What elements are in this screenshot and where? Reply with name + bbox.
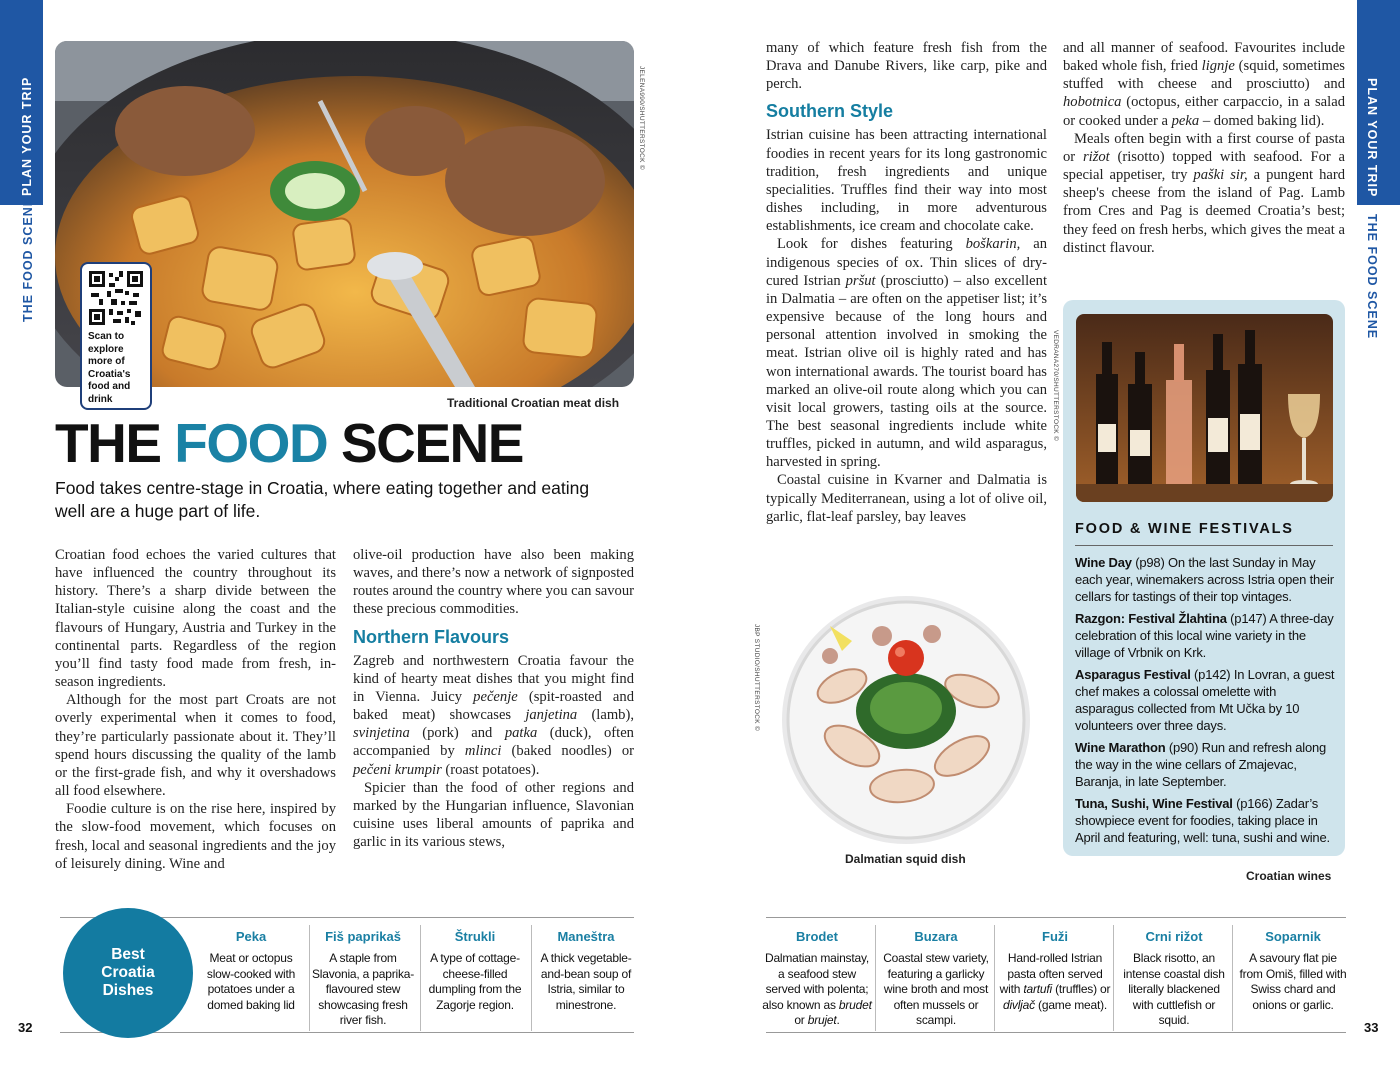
body-column-1 [55,546,336,873]
festivals-title: FOOD & WINE FESTIVALS [1075,521,1294,537]
wine-photo-caption: Croatian wines [1246,869,1332,883]
dish-separator [875,925,876,1031]
squid-photo-caption: Dalmatian squid dish [845,852,966,866]
col3-paragraph-2: Istrian cuisine has been attracting international foodies in recent years for its long gastronomic tradition, fresh ingredients and unique specialities. Truffles find their way into most dishes including, in more adventurous establishments, ice cream and chocolate cake. [766,127,1047,235]
dish-fis-paprikas: Fiš paprikaš A staple from Slavonia, a paprika-flavoured stew showcasing fresh river fish. [311,929,415,1027]
festivals-divider [1075,545,1333,546]
col4-paragraph-2: Meals often begin with a first course of pasta or rižot (risotto) topped with seafood. For a special appetiser, try paški sir, a pungent hard sheep's cheese from the island of Pag. Lamb from Cres and Pag is deemed Croatia’s best; they feed on fresh herbs, which gives the meat a distinct flavour. [1063,130,1346,256]
col2-paragraph-2: Zagreb and northwestern Croatia favour the kind of hearty meat dishes that you might find in Vienna. Juicy pečenje (spit-roasted and baked meat) showcases janjetina (lamb), svinjetina (pork) and patka (duck), often accompanied by mlinci (baked noodles) or pečeni krumpir (roast potatoes). [353,652,634,778]
col2-paragraph-1: olive-oil production have also been making waves, and there’s now a network of signposted routes around the country where you can savour these precious commodities. [353,547,634,618]
squid-photo-credit: JBP STUDIO/SHUTTERSTOCK © [753,624,760,732]
qr-text: Scan to explore more of Croatia's food and drink [88,331,131,405]
squid-dish-photo [782,596,1030,844]
festival-item: Razgon: Festival Žlahtina (p147) A three-day celebration of this local wine variety in the village of Vrbnik on Krk. [1075,611,1334,660]
page-number-left: 32 [18,1020,33,1035]
intro-text: Food takes centre-stage in Croatia, where eating together and eating well are a huge part of life. [55,478,590,521]
qr-code-box[interactable] [80,262,152,410]
hero-photo-credit: JELENA990/SHUTTERSTOCK © [638,66,645,170]
dishes-strip-top-rule-right [766,917,1346,918]
col1-paragraph-3: Foodie culture is on the rise here, inspired by the slow-food movement, which focuses on fresh, local and seasonal ingredients and the joy of leisurely dining. Wine and [55,801,336,872]
col3-paragraph-4: Coastal cuisine in Kvarner and Dalmatia is typically Mediterranean, using a lot of olive oil, garlic, flat-leaf parsley, bay leaves [766,472,1047,525]
title-part-food: FOOD [174,412,328,474]
dish-separator [994,925,995,1031]
festival-item: Wine Marathon (p90) Run and refresh along the way in the wine cellars of Zmajevac, Baranja, in late September. [1075,740,1327,789]
body-column-2 [353,546,634,851]
heading-southern-style: Southern Style [766,101,894,122]
qr-code[interactable] [89,271,143,325]
page-number-right: 33 [1364,1020,1379,1035]
col3-paragraph-3: Look for dishes featuring boškarin, an indigenous species of ox. Thin slices of dry-cured Istrian pršut (prosciutto) – also excellent in Dalmatia – are often on the appetiser list; it’s expensive because of the long hours and personal attention involved in smoking the meat. Istrian olive oil is highly rated and has won international awards. The tourist board has marked an olive-oil route along which you can visit local growers, tasting oils at the source. The best seasonal ingredients include white truffles, picked in autumn, and wild asparagus, harvested in spring. [766,236,1047,471]
festivals-box [1063,300,1345,856]
dish-brodet: Brodet Dalmatian mainstay, a seafood stew served with polenta; also known as brudet or brujet. [762,929,872,1027]
title-part-the: THE [55,412,175,474]
dish-buzara: Buzara Coastal stew variety, featuring a garlicky wine broth and most often mussels or scampi. [883,929,989,1027]
dish-strukli: Štrukli A type of cottage-cheese-filled dumpling from the Zagorje region. [428,929,522,1012]
festival-item: Asparagus Festival (p142) In Lovran, a guest chef makes a colossal omelette with asparagus collected from Mt Učka by 10 volunteers over three days. [1075,667,1335,733]
col1-paragraph-2: Although for the most part Croats are not overly experimental when it comes to food, they’re particularly passionate about it. They’ll spend hours discussing the quality of the lamb or the first-grade fish, and why it overshadows all food elsewhere. [55,692,336,800]
col3-paragraph-1: many of which feature fresh fish from the Drava and Danube Rivers, like carp, pike and perch. [766,40,1047,93]
page-title [55,410,523,476]
best-dishes-badge: Best Croatia Dishes [63,908,193,1038]
col1-paragraph-1: Croatian food echoes the varied cultures that have influenced the country throughout its history. There’s a sharp divide between the Italian-style cuisine along the coast and the flavours of Hungary, Austria and Turkey in the continental parts. Regardless of the region you’ll find tasty food made from fresh, in-season ingredients. [55,547,336,691]
heading-northern-flavours: Northern Flavours [353,626,510,647]
festival-item: Wine Day (p98) On the last Sunday in May each year, winemakers across Istria open their cellars for tastings of their top vintages. [1075,555,1334,604]
dishes-strip-bottom-rule-right [766,1032,1346,1033]
festivals-list [1075,554,1337,851]
dish-separator [1232,925,1233,1031]
dish-manestra: Maneštra A thick vegetable-and-bean soup of Istria, similar to minestrone. [540,929,632,1012]
dish-fuzi: Fuži Hand-rolled Istrian pasta often served with tartufi (truffles) or divljač (game meat). [999,929,1111,1012]
dish-separator [1113,925,1114,1031]
title-part-scene: SCENE [327,412,523,474]
wine-photo-credit: VEDRANA270/SHUTTERSTOCK © [1052,330,1059,442]
festival-item: Tuna, Sushi, Wine Festival (p166) Zadar’s showpiece event for foodies, taking place in April and featuring, well: tuna, sushi and wine. [1075,796,1330,845]
left-section-tab-label: PLAN YOUR TRIP [20,76,34,196]
dish-crni-rizot: Crni rižot Black risotto, an intense coastal dish literally blackened with cuttlefish or squid. [1123,929,1225,1027]
right-section-tab-label: PLAN YOUR TRIP [1365,78,1379,198]
left-chapter-tab-label: THE FOOD SCENE [21,196,35,322]
hero-photo-caption: Traditional Croatian meat dish [447,396,620,410]
col2-paragraph-3: Spicier than the food of other regions and marked by the Hungarian influence, Slavonian cuisine uses liberal amounts of paprika and garlic in its various stews, [353,779,634,851]
body-column-3 [766,39,1047,526]
body-column-4 [1063,39,1345,257]
dish-soparnik: Soparnik A savoury flat pie from Omiš, filled with Swiss chard and onions or garlic. [1239,929,1347,1012]
wine-photo [1076,314,1333,502]
col4-paragraph-1: and all manner of seafood. Favourites include baked whole fish, fried lignje (squid, sometimes stuffed with cheese and prosciutto) and hobotnica (octopus, either carpaccio, in a salad or cooked under a peka – domed baking lid). [1063,40,1345,129]
right-chapter-tab-label: THE FOOD SCENE [1365,214,1379,340]
dish-peka: Peka Meat or octopus slow-cooked with potatoes under a domed baking lid [206,929,296,1012]
